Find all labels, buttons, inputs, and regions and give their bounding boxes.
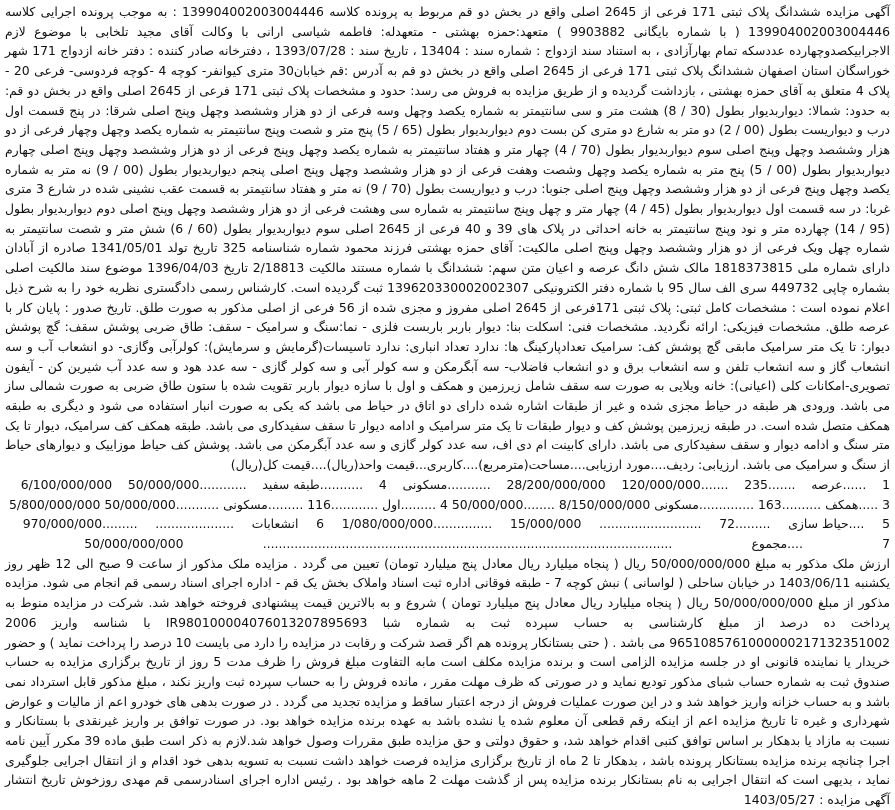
table-cell: ........50/000/000 (451, 496, 555, 512)
table-cell: ...............1/080/000/000 (341, 516, 493, 532)
table-cell: .................... (155, 516, 235, 532)
table-cell: .......................... (599, 516, 702, 532)
table-cell: ..........163 (758, 496, 822, 512)
table-cell: .......235 (744, 476, 796, 492)
table-cell: انشعابات (251, 516, 299, 532)
table-cell: 5/800/000/000 (9, 496, 101, 512)
table-row (5, 514, 890, 534)
table-row (5, 495, 890, 515)
notice-intro-paragraph: آگهی مزایده ششدانگ پلاک ثبتی 171 فرعی از 2645 اصلی واقع در بخش دو قم مربوط به پرونده کلاسه 139904002003004446 : به موجب پرونده اجرایی کلاسه 139904002003004446 ( با شماره بایگانی 9903882 ) متعهد:حمزه بهشتی - متعهدله: فاطمه شیاسی ارانی با وکالت آقای مجید تلخابی با موضوع لازم الاجرابیکصدوچهارده عددسکه تمام بهارآزادی ، به استناد سند ازدواج : شماره سند : 13404 ، تاریخ سند : 1393/07/28 ، دفترخانه صادر کننده : دفتر خانه ازدواج 171 شهر خوراسگان استان اصفهان ششدانگ پلاک ثبتی 171 فرعی از 2645 اصلی واقع در بخش دو قم به آدرس :قم خیابان30 متری کیوانفر- کوچه 4 -کوچه فردوسی- فرعی 20 - پلاک 4 متعلق به آقای حمزه بهشتی ، بازداشت گردیده و از طریق مزایده به فروش می رسد: حدود و مشخصات پلاک ثبتی 171 فرعی از 2645 اصلی واقع در بخش دو قم: به حدود: شمالا: دیواربدیوار بطول (30 / 8) هشت متر و سی سانتیمتر به شماره یکصد وچهل وسه فرعی از دو هزار وششصد وچهل وپنج اصلی شرقا: در پنج قسمت اول درب و دیواریست بطول (00 / 2) دو متر به شارع دو متری کن بست دوم دیواربدیوار بطول (65 / 5) پنج متر و شصت وپنج سانتیمتر به شماره یکصد وچهل وچهار فرعی از دو هزار وششصد وچهل وپنج اصلی سوم دیواربدیوار بطول (70 / 4) چهار متر و هفتاد سانتیمتر به شماره یکصد وچهل وپنج فرعی از دو هزار وششصد وچهل وپنج اصلی چهارم دیواربدیوار بطول (00 / 5) پنج متر به شماره یکصد وچهل وشصت وهفت فرعی از دو هزار وششصد وچهل وپنج اصلی پنجم دیواربدیوار بطول (00 / 9) نه متر به شماره یکصد وچهل وپنج فرعی از دو هزار وششصد وچهل وپنج اصلی جنوبا: درب و دیواریست بطول (70 / 9) نه متر و هفتاد سانتیمتر به قسمت عقب نشینی شده در شارع 3 متری غربا: در سه قسمت اول دیواربدیوار بطول (45 / 4) چهار متر و چهل وپنج سانتیمتر به شماره سی وهشت فرعی از دو هزار وششصد وچهل وپنج اصلی دوم دیواربدیوار بطول (95 / 14) چهارده متر و نود وپنج سانتیمتر به خانه احداثی در پلاک های 39 و 40 فرعی از 2645 اصلی سوم دیواربدیوار بطول (60 / 6) شش متر و شصت سانتیمتر به شماره چهل ویک فرعی از دو هزار وششصد وچهل وپنج اصلی مالکیت: آقای حمزه بهشتی فرزند محمود شماره شناسنامه 325 تاریخ تولد 1341/05/01 صادره از آبادان دارای شماره ملی 1818373815 مالک شش دانگ عرصه و اعیان متن سهم: ششدانگ با شماره مستند مالکیت 2/18813 تاریخ 1396/04/03 موضوع سند مالکیت اصلی بشماره چاپی 449732 سری الف سال 95 با شماره دفتر الکترونیکی 139620330002002307 ثبت گردیده است. کارشناس رسمی دادگستری نظریه خود را به شرح ذیل اعلام نموده است : مشخصات کامل ثبتی: پلاک ثبتی 171فرعی از 2645 اصلی مفروز و مجزی شده از 56 فرعی از اصلی مذکور به صورت طلق. تاریخ صدور : پایان کار با عرصه طلق. مشخصات فیزیکی: ارائه نگردید. مشخصات فنی: اسکلت بنا: دیوار باربر باربست فلزی - نما:سنگ و سرامیک - سقف: طاق ضربی پوشش سقف: گچ پوشش دیوار: تا یک متر سرامیک مابقی گچ پوشش کف: سرامیک تعدادپارکینگ ها: ندارد تعداد انباری: ندارد تاسیسات(گرمایش و سرمایش): کولرآبی وگازی- دو انشعاب آب و سه انشعاب گاز و سه انشعاب تلفن و سه انشعاب برق و دو انشعاب فاضلاب- سه آبگرمکن و سه کولر آبی و سه کولر گازی - سه عدد هود و سه عدد آب شیرین کن - آیفون تصویری-امکانات کلی (اعیانی): خانه ویلایی به صورت سه سقف شامل زیرزمین و همکف و اول با سازه دیوار باربر تقویت شده با ستون طاق ضربی به صورت شمالی ساز می باشد. ورودی هر طبقه در حیاط مجزی شده و غیر از طبقات اشاره شده دارای دو اتاق در حیاط می باشد که یکی به صورت انبار استفاده می شود و دیگری به طبقه همکف متصل شده است. در طبقه زیرزمین پوشش کف و دیوار طبقات تا یک متر سرامیک و ادامه دیوار تا سقف سفیدکاری می باشد. طبقه همکف کف سرامیک، دیوار تا یک متر سنگ و ادامه دیوار و سقف سفیدکاری می باشد. دارای کابینت ام دی اف، سه عدد کولر گازی و سه عدد آبگرمکن می باشد. پوشش کف حیاط موزاییک و دیوارهای حیاط از سنگ و سرامیک می باشد. ارزیابی: ردیف....مورد ارزیابی....مساحت(مترمربع)....کاربری...قیمت واحد(ریال)....قیمت کل(ریال) (5, 4, 891, 473)
table-cell: 4 (440, 496, 448, 512)
table-cell: ............116 (307, 496, 379, 512)
table-cell: .........970/000/000 (22, 516, 138, 532)
table-cell: .........72 (719, 516, 771, 532)
table-cell: .........اول (382, 496, 437, 512)
table-cell: .........مسکونی (223, 496, 304, 512)
table-cell: 15/000/000 (509, 516, 582, 532)
table-cell: 5 (882, 516, 890, 532)
table-cell: ......عرصه (811, 476, 867, 492)
table-cell: 6/100/000/000 (20, 476, 113, 492)
notice-body-paragraph: ارزش ملک مذکور به مبلغ 50/000/000/000 ریال ( پنجاه میلیارد ریال معادل پنج میلیارد تومان) تعیین می گردد . مزایده ملک مذکور از ساعت 9 صبح الی 12 ظهر روز یکشنبه 1403/06/11 در خیابان ساحلی ( لواسانی ) نبش کوچه 7 - طبقه فوقانی اداره ثبت اسناد واملاک بخش یک قم - اداره اجرای اسناد رسمی قم انجام می شود. مزایده مذکور از مبلغ 50/000/000/000 ریال ( پنجاه میلیارد ریال معادل پنج میلیارد تومان ) شروع و به بالاترین قیمت پیشنهادی فروخته خواهد شد. شرکت در مزایده منوط به پرداخت ده درصد از مبلغ کارشناسی به حساب سپرده ثبت به شماره شبا IR980100004076013207895693 با شناسه واریز 2006 9651085761000000217132351002 می باشد . ( حتی بستانکار پرونده هم اگر قصد شرکت و رقابت در مزایده را دارد می بایست 10 درصد را پرداخت نماید ) و حضور خریدار یا نماینده قانونی او در جلسه مزایده الزامی است و برنده مزایده مکلف است مابه التفاوت مبلغ فروش را ظرف مدت 5 روز از تاریخ برگزاری مزایده به حساب صندوق ثبت به شماره حساب شبای مذکور تودیع نماید و در صورتی که ظرف مهلت مقرر ، مانده فروش را به حساب سپرده ثبت واریز نکند ، مبلغ مذکور قابل استرداد نمی باشد و به حساب خزانه واریز خواهد شد و در این صورت عملیات فروش از درجه اعتبار ساقط و مزایده تجدید می گردد . در صورت بدهی های خودرو اعم از مالیات و عوارض شهرداری و غیره تا تاریخ مزایده اعم از اینکه رقم قطعی آن معلوم شده یا نشده باشد به عهده برنده مزایده خواهد بود. در صورت توافق بر واریز غیرنقدی با بستانکار و نسبت به مازاد یا بدهکار بر اساس توافق کتبی اقدام خواهد شد، و حقوق دولتی و حق مزایده طبق مقررات وصول خواهد شد.لازم به ذکر است طبق ماده 39 مکرر آیین نامه اجرا چنانچه برنده مزایده بستانکار پرونده باشد ، بدهکار تا 2 ماه از تاریخ برگزاری مزایده فرصت خواهد داشت نسبت به تسویه بدهی خود اقدام و از انتقال اجرایی جلوگیری نماید ، بدیهی است که انتقال اجرایی به نام بستانکار برنده مزایده پس از گذشت مهلت 2 ماهه خواهد بود . رئیس اداره اجرای اسنادرسمی قم مهدی روزخوش تاریخ انتشار آگهی مزایده : 1403/05/27 (5, 555, 891, 808)
table-cell: .....همکف (825, 496, 879, 512)
table-cell: 8/150/000/000 (558, 496, 651, 512)
table-cell: ...........طبقه سفید (262, 476, 364, 492)
table-cell: ............50/000/000 (127, 476, 247, 492)
table-cell: ...........50/000/000 (104, 496, 220, 512)
table-cell: ...........مسکونی (402, 476, 491, 492)
table-row (5, 534, 890, 554)
table-cell: ..............مسکونی (654, 496, 755, 512)
table-cell: 3 (882, 496, 890, 512)
table-cell: ....حیاط سازی (788, 516, 865, 532)
table-cell: ........................................................................................................ (262, 535, 673, 551)
valuation-table (5, 475, 890, 554)
table-cell: 1 (882, 476, 890, 492)
table-cell: 28/200/000/000 (506, 476, 606, 492)
table-row (5, 475, 890, 495)
table-cell: 4 (378, 476, 387, 492)
table-cell: 7 (882, 535, 890, 551)
table-cell: .......120/000/000 (621, 476, 729, 492)
table-cell: ....مجموع (751, 535, 803, 551)
table-cell: 6 (316, 516, 325, 532)
table-cell: 50/000/000/000 (84, 535, 184, 551)
